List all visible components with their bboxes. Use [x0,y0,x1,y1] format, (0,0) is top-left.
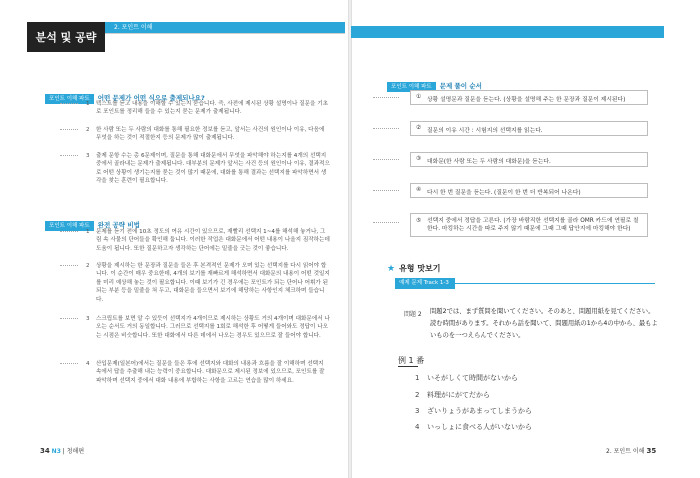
answer-option [415,390,490,400]
step-text: 상황 설명문과 질문을 듣는다. (상황을 설명해 주는 한 문장과 질문이 제시된다) [427,97,626,103]
item-number: 2 [86,263,90,269]
list-item [86,228,330,253]
header-rule [105,33,345,34]
step-number: ③ [416,156,422,162]
footer-section-label: 2. 포인트 이해 [606,448,645,455]
item-text: 상황을 제시하는 한 문장과 질문을 들은 후 본격적인 문제가 오며 있는 선택지를 다시 읽어야 합니다. 이 순간이 매우 중요한데, 4개의 보기를 재빠르게 해석하면서 대화문의 내용이 어떤 것일지를 미리 예상해 놓는 것이 필요합니다. 이때 보기가 긴 경우에는 포인트가 되는 단어나 어휘가 된 되는 부분 등을 밑줄을 쳐 두고, 대화문을 들으면서 보기에 해당하는 사항인지 체크하며 들습니다. [96,263,330,303]
page-number: 34 [40,447,50,455]
section-tag: 포인트 이해 파트 [45,221,94,231]
step-number: ① [416,94,422,100]
chapter-tab [27,22,105,52]
step-box [410,183,648,198]
option-text: いっしょに食べる人がいないから [427,423,532,431]
item-text: 스크립트를 보면 알 수 있듯이 선택지가 4개이므로 제시하는 상황도 거의 4개이며 대화문에서 나오는 순서도 거의 동일합니다. 그러므로 선택지를 1회로 해석한 후 어떻게 들어와도 정답이 나오는 시점은 비슷합니다. 또한 대화에서 다른 데에서 나오는 경우도 있으므로 잘 들어야 합니다. [96,316,330,339]
step-box [410,213,648,237]
step-number: ④ [416,187,422,193]
list-item [86,126,330,143]
question-label: 問題 2 [404,311,422,318]
right-footer [606,446,656,455]
option-text: 料理がにがてだから [427,391,490,399]
right-header-strip [351,26,664,38]
example-heading-text: 유형 맛보기 [399,264,441,273]
leader-dots [60,363,78,364]
item-number: 2 [86,127,90,133]
leader-dots [373,97,399,98]
item-number: 1 [86,229,90,235]
item-text: 출제 문항 수는 총 6문제이며, 질문을 통해 대화문에서 무엇을 파악해야 하는지를 4개의 선택지 중에서 골라내는 문제가 출제됩니다. 대부분의 문제가 앞서는 사건 등의 원인이나 이유, 결과적으로 어떤 상황이 생기는지를 묻는 것이 많기 때문에, 대화를 통해 결과는 선택지를 파악하면서 생각을 찾는 훈련이 필요합니다. [96,153,330,185]
leader-dots [60,103,78,104]
leader-dots [373,222,399,223]
answer-option [415,422,532,432]
example-rule [455,283,655,284]
list-item [86,152,330,186]
option-text: いそがしくて時間がないから [427,374,518,382]
question-text: 問題2では、まず質問を聞いてください。そのあと、問題用紙を見てください。読む時間があります。それから話を聞いて、問題用紙の1から4の中から、最もよいものを一つえらんでください。 [430,308,658,339]
step-text: 대화문(한 사람 또는 두 사람의 대화문)을 듣는다. [427,159,551,165]
section-title: 완전 공략 비법 [97,221,140,229]
leader-dots [60,318,78,319]
section-title: 어떤 문제가 어떤 식으로 출제되나요? [97,94,205,102]
section-tag: 포인트 이해 파트 [45,94,94,104]
item-text: 문제를 듣기 전에 10초 정도의 여유 시간이 있으므로, 재빨리 선택지 1~4를 해석해 놓거나, 그림 속 사물의 단어들을 확인해 둡니다. 이러한 작업은 대화문에서 어떤 내용이 나올지 짐작하는데 도움이 됩니다. 또한 질문하고자 생각하는 단어에는 밑줄을 긋는 것이 좋습니다. [96,229,330,252]
book-label: 청해편 [66,448,85,455]
list-item [86,360,330,385]
item-text: 한 사람 또는 두 사람의 대화를 통해 필요한 정보를 듣고, 앞서는 사건의 원인이나 이유, 다음에 무엇을 하는 것이 적절한지 등의 문제가 많이 출제됩니다. [96,127,325,142]
item-number: 3 [86,153,90,159]
step-text: 질문의 이유 시간 : 시험지의 선택지를 읽는다. [427,128,543,134]
item-text: 산입문제(일본어)에서는 질문을 들은 후에 선택지와 대화의 내용과 흐름을 잘 이해하며 선택지 속에서 답을 추출해 내는 능력이 중요합니다. 대화문으로 제시된 정보에 있으므로, 포인트를 잘 파악하며 선택지 중에서 대화 내용에 부합하는 사항을 고르는 연습을 많이 하세요. [96,361,325,384]
example-label: 例 1 番 [398,356,425,365]
page-number: 35 [646,447,657,455]
step-number: ② [416,125,422,131]
leader-dots [60,231,78,232]
step-box [410,152,648,167]
item-number: 3 [86,316,90,322]
item-text: 텍스트를 듣고 내용을 이해할 수 있는지 묻습니다. 즉, 사전에 제시된 상황 설명이나 질문을 기초로 포인트를 정리해 들을 수 있는지 묻는 문제가 출제됩니다. [96,101,329,116]
option-number: 4 [415,423,420,431]
example-heading [387,263,441,274]
step-text: 다시 한 번 질문을 듣는다. (질문이 한 번 더 반복되어 나온다) [427,190,581,196]
section-tag: 포인트 이해 파트 [387,82,436,92]
star-icon: ★ [387,263,396,274]
leader-dots [60,265,78,266]
leader-dots [60,155,78,156]
step-box [410,121,648,136]
example-label-rule [398,366,418,367]
option-number: 2 [415,391,420,399]
step-text: 선택지 중에서 정답을 고른다. (가장 바람직한 선택지를 골라 OMR 카드에 연필로 칠한다. 마킹하는 시간을 따로 주지 않기 때문에 그때 그때 답안지에 마킹해야 한다) [427,218,639,232]
step-box [410,90,648,105]
leader-dots [60,129,78,130]
chapter-tab-label: 분석 및 공략 [35,31,97,44]
answer-option [415,406,532,416]
leader-dots [373,190,399,191]
leader-dots [373,159,399,160]
list-item [86,315,330,340]
left-footer: 34 N3 | 청해편 [40,447,85,455]
step-number: ⑤ [416,218,422,224]
item-number: 4 [86,361,90,367]
item-number: 1 [86,101,90,107]
section-title: 문제 풀이 순서 [439,82,482,90]
list-item [86,100,330,117]
list-item [86,262,330,304]
option-number: 1 [415,374,420,382]
example-badge: 예제 문제 Track 1-3 [395,278,455,289]
option-number: 3 [415,407,420,415]
book-code: N3 [51,448,61,455]
leader-dots [373,128,399,129]
book-gutter [348,0,352,478]
section-header-title: 2. 포인트 이해 [114,24,153,31]
option-text: ざいりょうがあまってしまうから [427,407,532,415]
answer-option [415,373,518,383]
